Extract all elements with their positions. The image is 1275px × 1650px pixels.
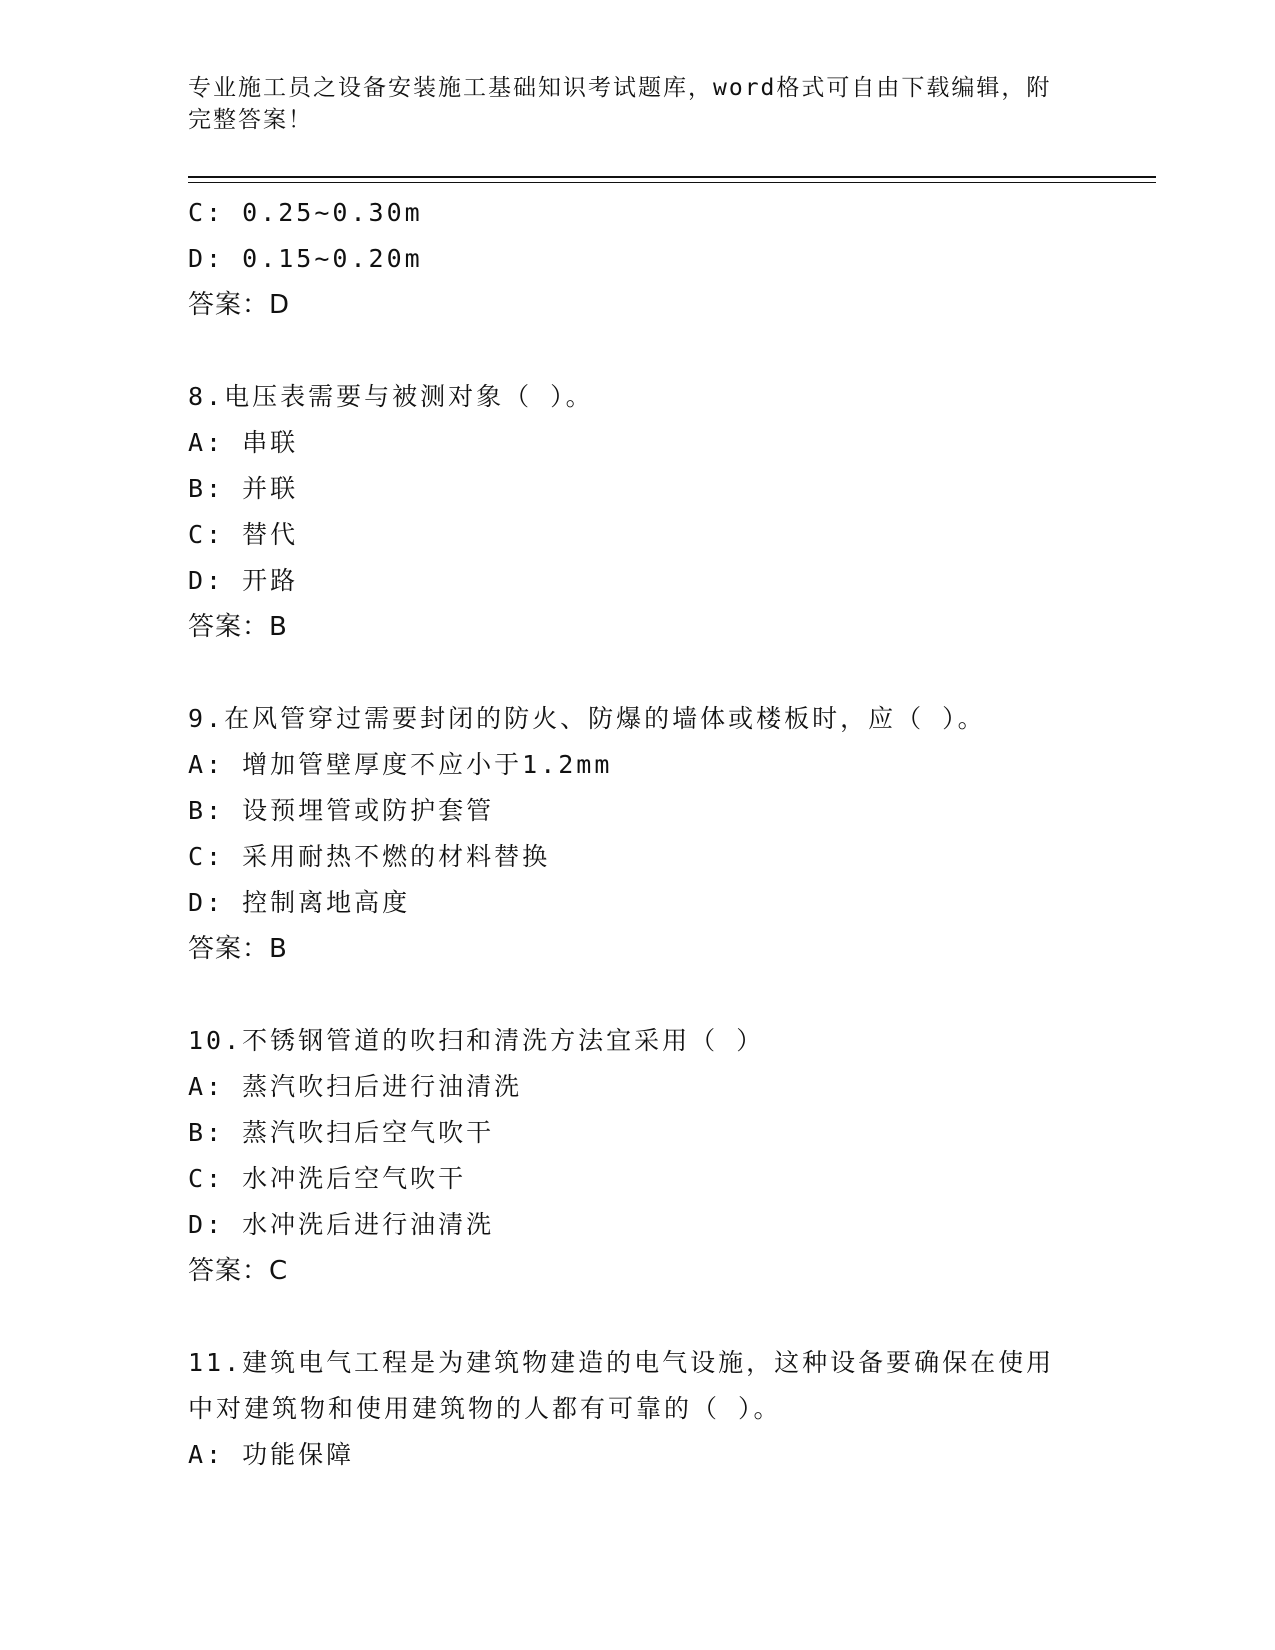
answer: 答案：B <box>188 612 288 642</box>
answer: 答案：C <box>188 1256 289 1286</box>
option-a: A: 蒸汽吹扫后进行油清洗 <box>188 1072 523 1101</box>
option-d: D: 控制离地高度 <box>188 888 411 917</box>
option-b: B: 并联 <box>188 474 299 503</box>
option-c: C: 采用耐热不燃的材料替换 <box>188 842 551 871</box>
header-rule-thin <box>188 182 1156 183</box>
question-stem: 8.电压表需要与被测对象（ ）。 <box>188 382 594 411</box>
option-a: A: 功能保障 <box>188 1440 355 1469</box>
option-d: D: 开路 <box>188 566 299 595</box>
question-stem-line-1: 11.建筑电气工程是为建筑物建造的电气设施，这种设备要确保在使用 <box>188 1348 1055 1377</box>
document-header: 专业施工员之设备安装施工基础知识考试题库，word格式可自由下载编辑，附完整答案！ <box>188 75 1052 133</box>
option-a: A: 串联 <box>188 428 299 457</box>
option-d: D: 0.15~0.20m <box>188 244 423 273</box>
option-c: C: 水冲洗后空气吹干 <box>188 1164 467 1193</box>
option-a: A: 增加管壁厚度不应小于1.2mm <box>188 750 613 779</box>
question-stem-line-2: 中对建筑物和使用建筑物的人都有可靠的（ ）。 <box>188 1394 782 1423</box>
option-d: D: 水冲洗后进行油清洗 <box>188 1210 495 1239</box>
option-c: C: 替代 <box>188 520 299 549</box>
document-body <box>188 190 1068 1478</box>
option-b: B: 蒸汽吹扫后空气吹干 <box>188 1118 495 1147</box>
question-stem: 9.在风管穿过需要封闭的防火、防爆的墙体或楼板时，应（ ）。 <box>188 704 986 733</box>
option-c: C: 0.25~0.30m <box>188 198 423 227</box>
question-stem: 10.不锈钢管道的吹扫和清洗方法宜采用（ ） <box>188 1026 765 1055</box>
header-rule-thick <box>188 176 1156 178</box>
answer: 答案：D <box>188 290 291 320</box>
answer: 答案：B <box>188 934 288 964</box>
option-b: B: 设预埋管或防护套管 <box>188 796 495 825</box>
